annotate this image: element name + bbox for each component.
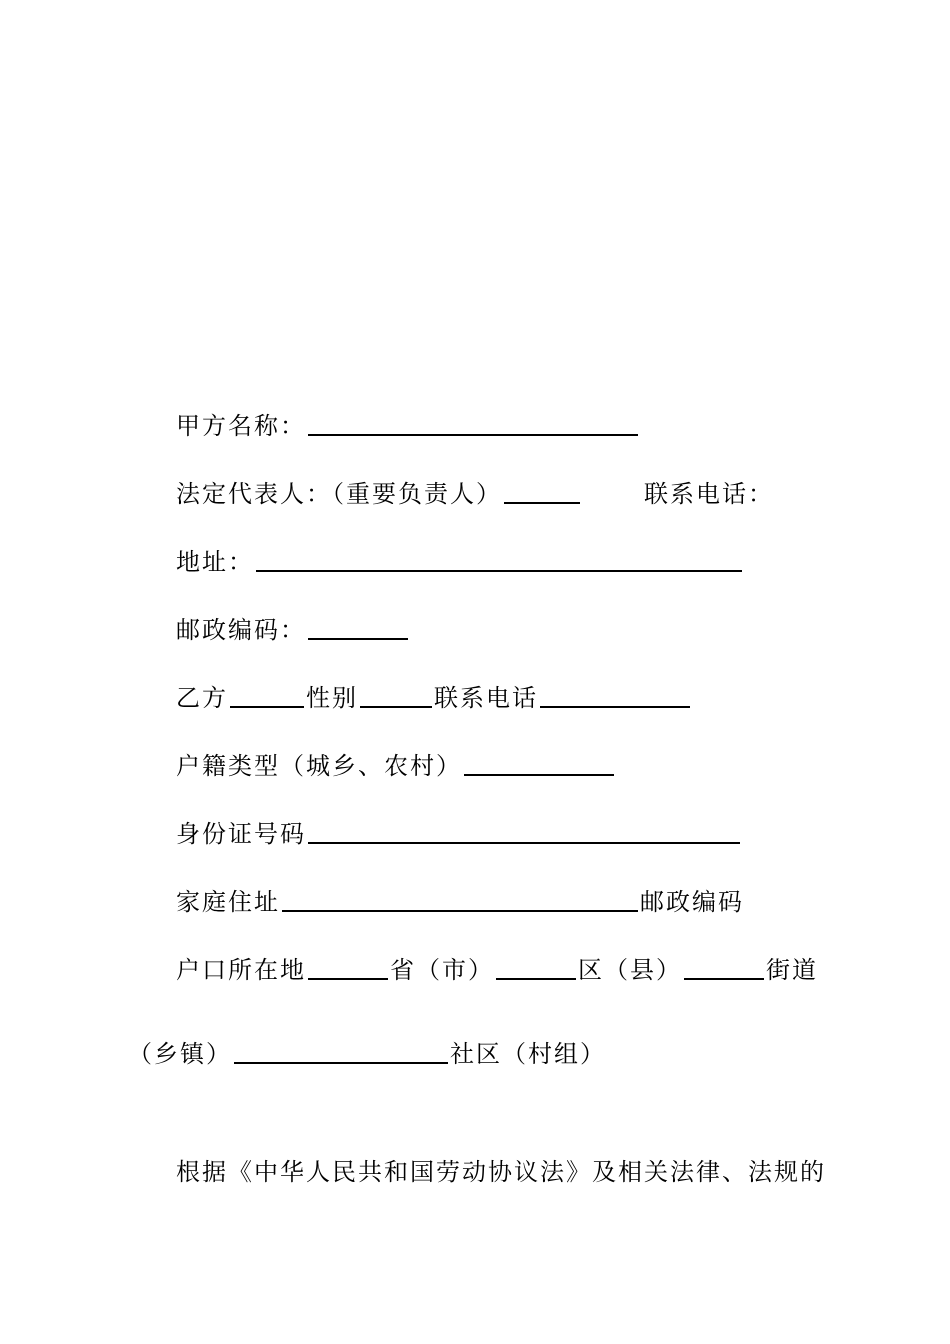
hukou-location-row — [176, 948, 818, 982]
party-b-phone-label: 联系电话 — [434, 684, 538, 712]
party-a-address-label: 地址： — [176, 548, 254, 576]
home-postal-label: 邮政编码 — [640, 888, 744, 916]
party-a-name-row — [176, 404, 640, 438]
hukou-location-label: 户口所在地 — [176, 956, 306, 984]
town-field[interactable] — [234, 1061, 448, 1064]
home-address-label: 家庭住址 — [176, 888, 280, 916]
province-field[interactable] — [308, 977, 388, 980]
party-a-name-field[interactable] — [308, 433, 638, 436]
party-a-postal-label: 邮政编码： — [176, 616, 306, 644]
party-b-label: 乙方 — [176, 684, 228, 712]
body-paragraph — [176, 1150, 826, 1184]
legal-rep-field[interactable] — [504, 501, 580, 504]
home-address-row — [176, 880, 744, 914]
id-number-row — [176, 812, 742, 846]
party-a-postal-field[interactable] — [308, 637, 408, 640]
party-a-address-row — [176, 540, 744, 574]
town-community-row — [128, 1032, 606, 1066]
street-label: 街道 — [766, 956, 818, 984]
home-address-field[interactable] — [282, 909, 638, 912]
party-b-gender-field[interactable] — [360, 705, 432, 708]
legal-rep-label: 法定代表人：（重要负责人） — [176, 480, 502, 508]
body-text: 根据《中华人民共和国劳动协议法》及相关法律、法规的 — [176, 1158, 826, 1186]
party-a-phone-label: 联系电话： — [644, 480, 774, 508]
party-b-gender-label: 性别 — [306, 684, 358, 712]
street-field[interactable] — [684, 977, 764, 980]
party-a-postal-row — [176, 608, 410, 642]
party-b-name-field[interactable] — [230, 705, 304, 708]
hukou-type-field[interactable] — [464, 773, 614, 776]
hukou-type-label: 户籍类型（城乡、农村） — [176, 752, 462, 780]
id-number-field[interactable] — [308, 841, 740, 844]
party-b-row — [176, 676, 692, 710]
party-a-address-field[interactable] — [256, 569, 742, 572]
legal-rep-row — [176, 472, 774, 506]
community-label: 社区（村组） — [450, 1040, 606, 1068]
party-a-name-label: 甲方名称： — [176, 412, 306, 440]
id-number-label: 身份证号码 — [176, 820, 306, 848]
district-field[interactable] — [496, 977, 576, 980]
town-label: （乡镇） — [128, 1040, 232, 1068]
party-b-phone-field[interactable] — [540, 705, 690, 708]
province-label: 省（市） — [390, 956, 494, 984]
district-label: 区（县） — [578, 956, 682, 984]
hukou-type-row — [176, 744, 616, 778]
